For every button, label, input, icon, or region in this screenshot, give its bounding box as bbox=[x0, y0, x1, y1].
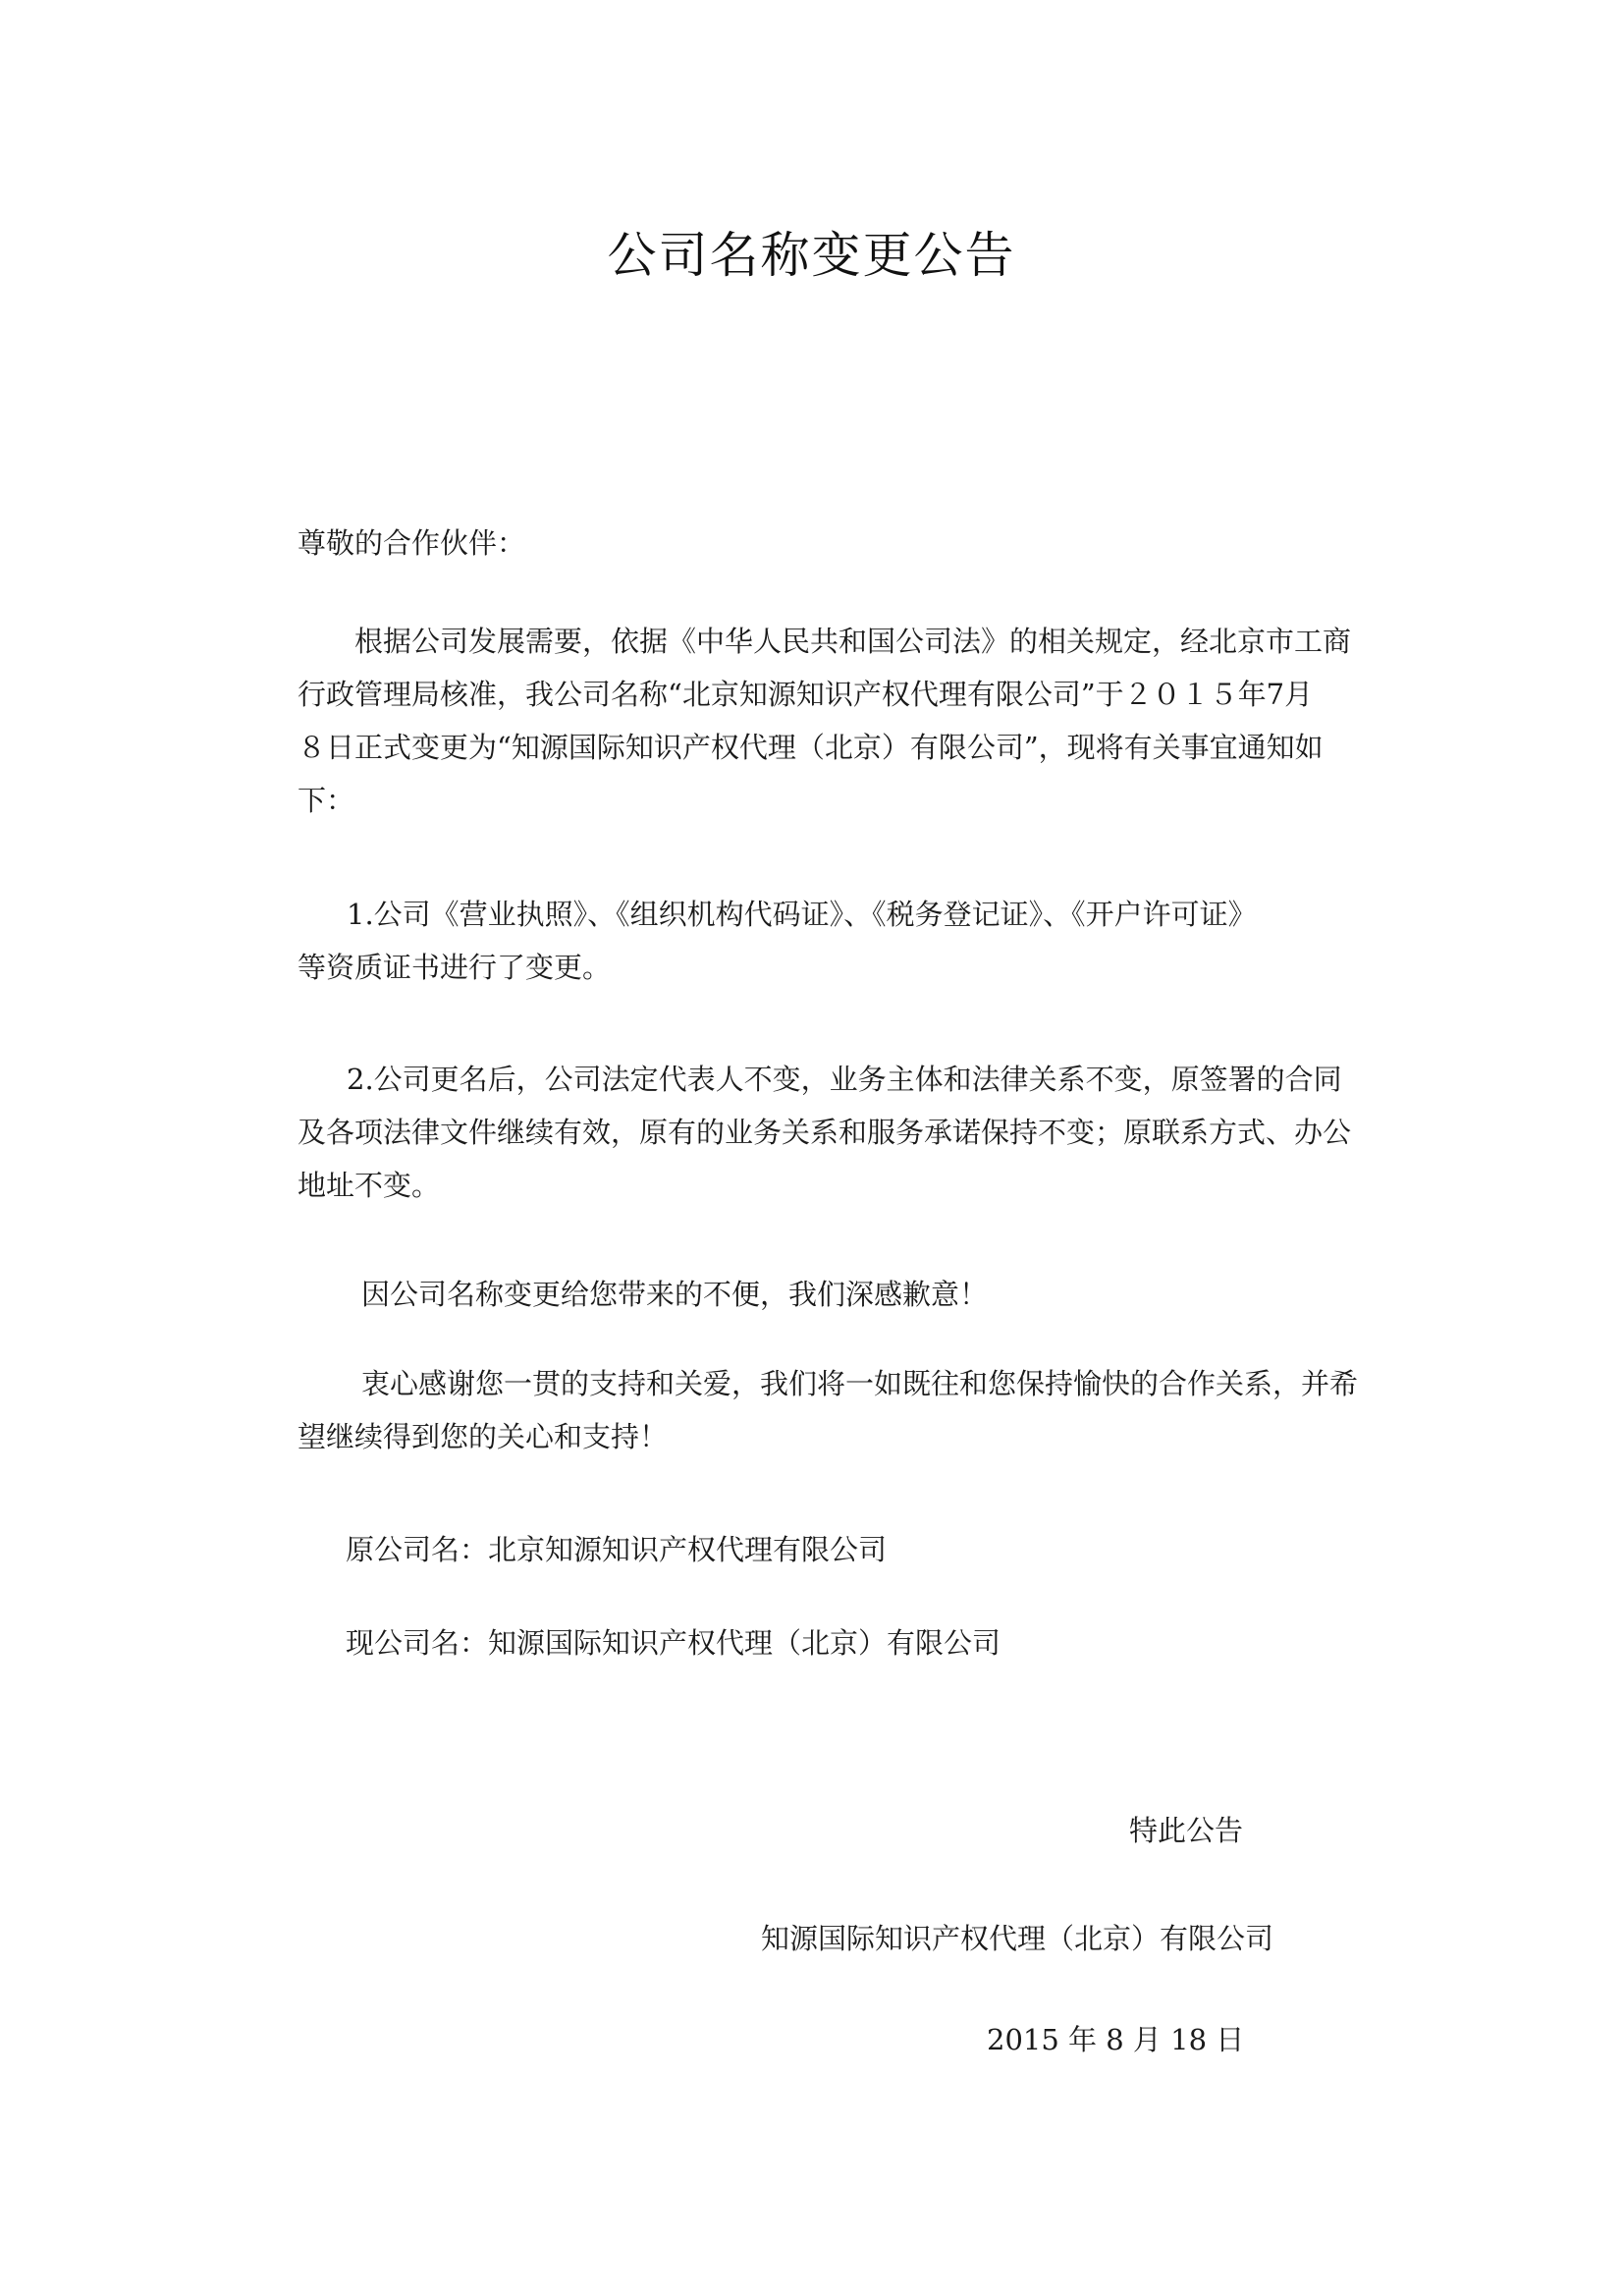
thanks-paragraph bbox=[298, 1357, 1359, 1463]
old-company-name: 原公司名：北京知源知识产权代理有限公司 bbox=[346, 1533, 888, 1566]
paragraph-line: 望继续得到您的关心和支持！ bbox=[298, 1420, 669, 1453]
list-item-line: 地址不变。 bbox=[298, 1169, 441, 1202]
paragraph-line: 衷心感谢您一贯的支持和关爱，我们将一如既往和您保持愉快的合作关系，并希 bbox=[361, 1367, 1359, 1400]
paragraph-line: 行政管理局核准，我公司名称“北京知源知识产权代理有限公司”于２０１５年7月 bbox=[298, 678, 1314, 711]
list-item-1 bbox=[298, 888, 1343, 994]
paragraph-line: 下： bbox=[298, 784, 355, 817]
list-item-line: 等资质证书进行了变更。 bbox=[298, 951, 612, 984]
list-item-line: 2.公司更名后，公司法定代表人不变，业务主体和法律关系不变，原签署的合同 bbox=[347, 1063, 1342, 1096]
paragraph-announcement bbox=[298, 615, 1352, 827]
list-item-2 bbox=[298, 1053, 1352, 1212]
salutation: 尊敬的合作伙伴： bbox=[298, 526, 526, 560]
list-item-line: 1.公司《营业执照》、《组织机构代码证》、《税务登记证》、《开户许可证》 bbox=[347, 898, 1257, 931]
paragraph-line: ８日正式变更为“知源国际知识产权代理（北京）有限公司”，现将有关事宜通知如 bbox=[298, 731, 1324, 764]
paragraph-line: 根据公司发展需要，依据《中华人民共和国公司法》的相关规定，经北京市工商 bbox=[354, 625, 1352, 658]
closing-text: 特此公告 bbox=[1129, 1814, 1244, 1847]
page-title: 公司名称变更公告 bbox=[607, 227, 1016, 284]
signature-date: 2015 年 8 月 18 日 bbox=[987, 2023, 1245, 2056]
apology-text: 因公司名称变更给您带来的不便，我们深感歉意！ bbox=[361, 1278, 989, 1311]
new-company-name: 现公司名：知源国际知识产权代理（北京）有限公司 bbox=[346, 1626, 1001, 1660]
signature-company: 知源国际知识产权代理（北京）有限公司 bbox=[761, 1922, 1274, 1955]
list-item-line: 及各项法律文件继续有效，原有的业务关系和服务承诺保持不变；原联系方式、办公 bbox=[298, 1116, 1352, 1149]
